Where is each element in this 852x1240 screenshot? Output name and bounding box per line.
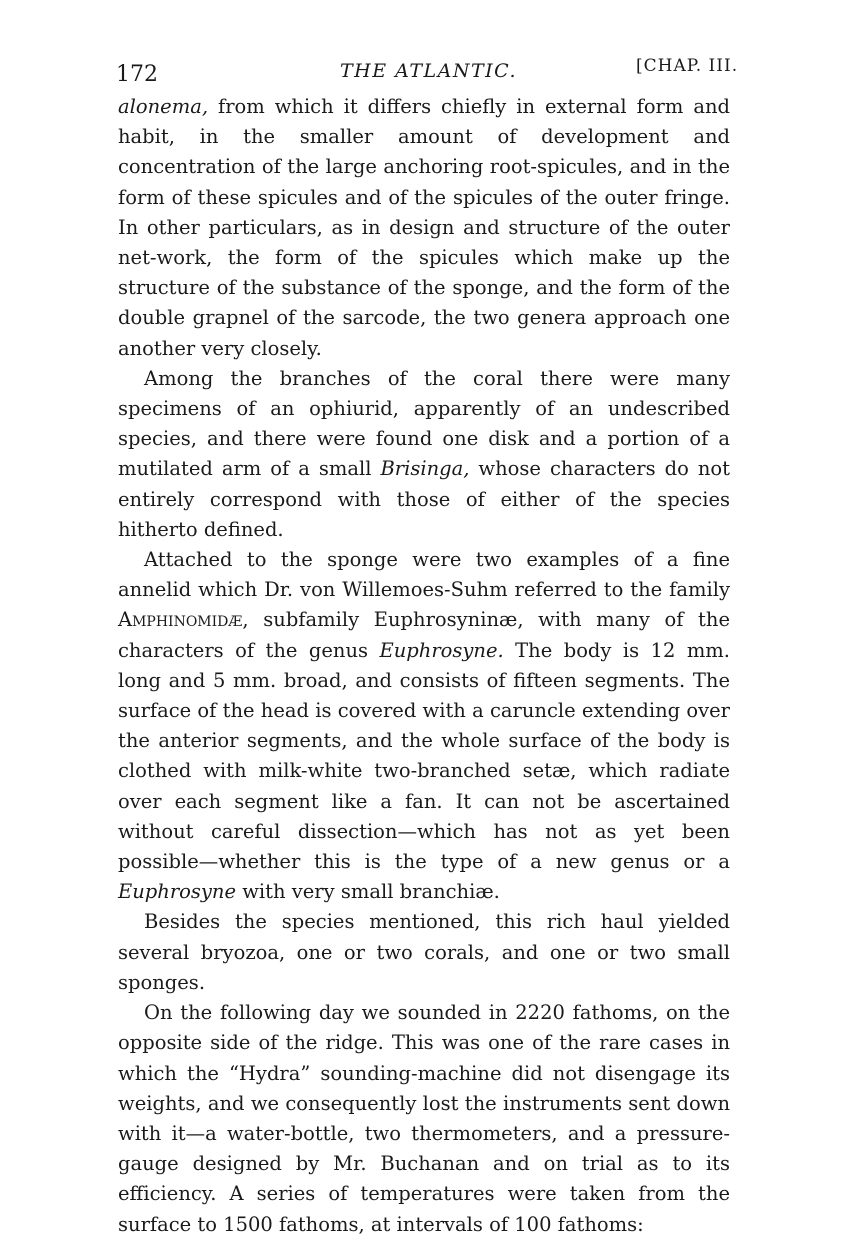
genus-name: Euphrosyne. <box>379 638 504 662</box>
text-run: with very small branchiæ. <box>236 880 500 904</box>
text-run: , subfamily Euphrosyninæ, with many of the characters of the genus <box>118 608 730 662</box>
chapter-marker: [CHAP. III. <box>636 56 739 76</box>
text-run: The body is 12 mm. long and 5 mm. broad, and consists of fifteen segments. The surface of the head is covered with a caruncle extending over the anterior segments, and the whole surface of the body is clothed with milk-white two-branched setæ, which radiate over each segment like a fan. It can not be ascertained without careful dissection—which has not as yet been possible—whether this is the type of a new genus or a <box>118 638 730 874</box>
paragraph <box>118 545 730 907</box>
text-run: Attached to the sponge were two examples of a fine annelid which Dr. von Willemoes-Suhm referred to the family <box>118 548 730 602</box>
page-number: 172 <box>116 62 158 87</box>
paragraph <box>118 907 730 998</box>
running-header <box>0 0 852 100</box>
text-run: Besides the species mentioned, this rich haul yielded several bryozoa, one or two corals, and one or two small sponges. <box>118 910 730 994</box>
running-title: THE ATLANTIC. <box>340 60 518 82</box>
genus-name: alonema, <box>118 95 209 118</box>
genus-name: Brisinga, <box>380 457 470 481</box>
text-run: from which it differs chiefly in external form and habit, in the smaller amount of development and concentration of the large anchoring root-spicules, and in the form of these spicules and of the spicules of the outer fringe. In other particulars, as in design and structure of the outer net-work, the form of the spicules which make up the structure of the substance of the sponge, and the form of the double grapnel of the sarcode, the two genera approach one another very closely. <box>118 95 730 360</box>
paragraph <box>118 364 730 545</box>
genus-name: Euphrosyne <box>118 880 237 904</box>
family-name: Amphinomidæ <box>118 608 243 632</box>
text-run: whose characters do not entirely correspond with those of either of the species hitherto defined. <box>118 457 730 541</box>
body-text <box>118 92 730 1240</box>
paragraph <box>118 92 730 364</box>
paragraph <box>118 998 730 1240</box>
text-run: On the following day we sounded in 2220 fathoms, on the opposite side of the ridge. This was one of the rare cases in which the “Hydra” sounding-machine did not disengage its weights, and we consequently lost the instruments sent down with it—a water-bottle, two thermometers, and a pressure-gauge designed by Mr. Buchanan and on trial as to its efficiency. A series of temperatures were taken from the surface to 1500 fathoms, at intervals of 100 fathoms: <box>118 1001 730 1236</box>
text-run: Among the branches of the coral there were many specimens of an ophiurid, apparently of an undescribed species, and there were found one disk and a portion of a mutilated arm of a small <box>118 366 730 481</box>
